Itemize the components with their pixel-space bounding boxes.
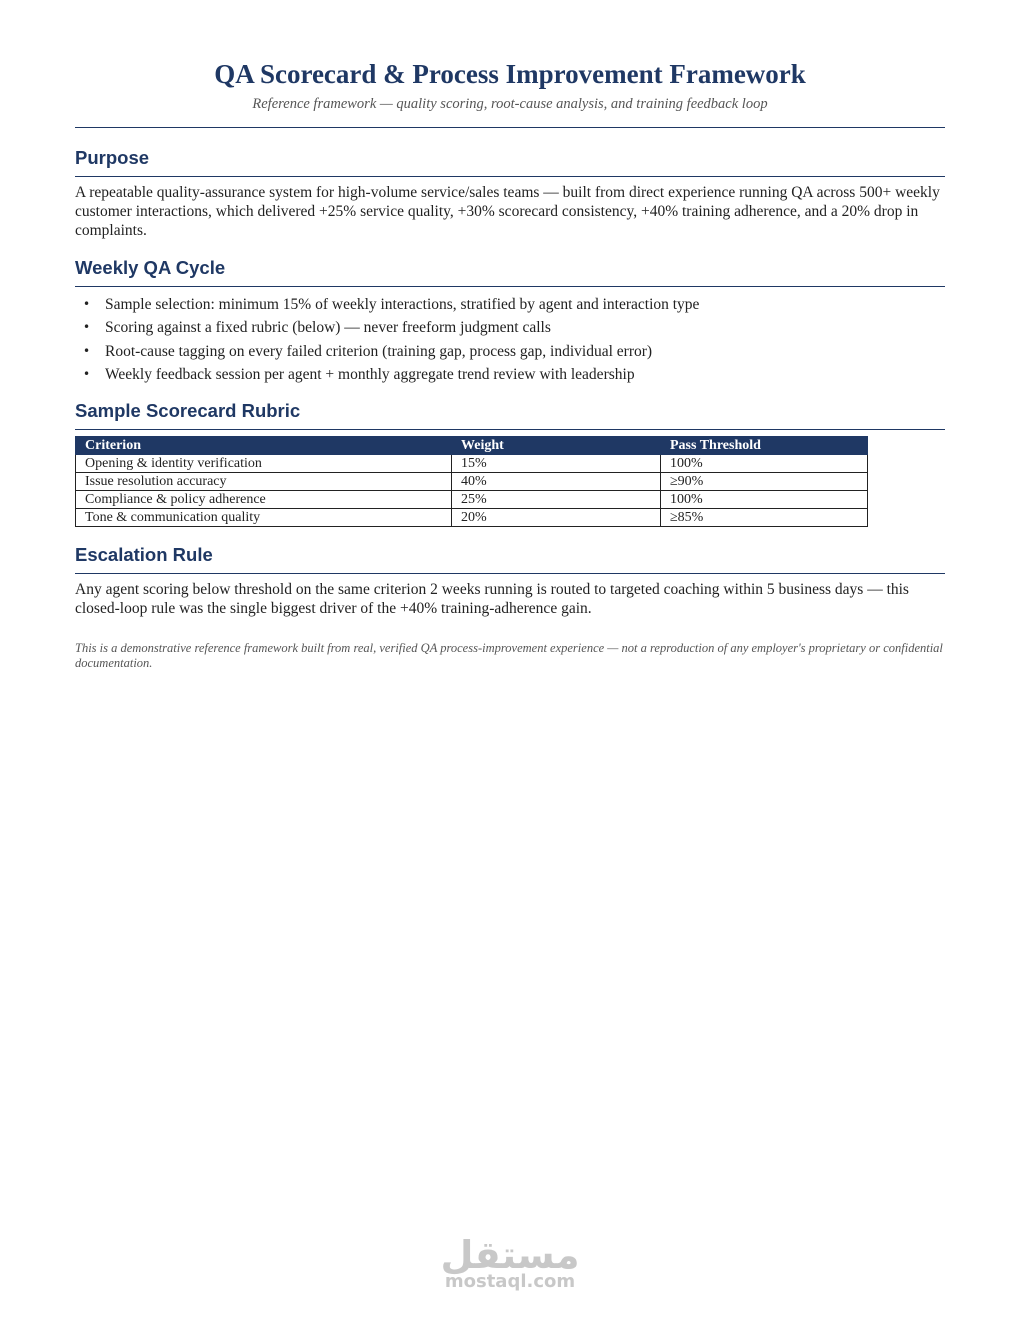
threshold-cell: 100% (661, 454, 868, 472)
list-item (75, 342, 945, 361)
criterion-cell: Issue resolution accuracy (76, 472, 452, 490)
document-page (75, 0, 945, 672)
bullet-icon: • (83, 343, 91, 358)
threshold-cell: ≥85% (661, 508, 868, 526)
escalation-section (75, 544, 945, 618)
column-header-weight: Weight (452, 436, 661, 454)
table-row (76, 508, 868, 526)
list-item-text: Scoring against a fixed rubric (below) — never freeform judgment calls (105, 319, 551, 337)
weekly-cycle-section (75, 257, 945, 384)
purpose-heading: Purpose (75, 147, 945, 177)
watermark-arabic-text: مستقل (440, 1233, 580, 1277)
rubric-table (75, 436, 868, 527)
bullet-icon: • (83, 320, 91, 335)
weekly-cycle-heading: Weekly QA Cycle (75, 257, 945, 287)
table-row (76, 472, 868, 490)
watermark-latin-text: mostaql.com (444, 1271, 576, 1292)
list-item-text: Weekly feedback session per agent + monthly aggregate trend review with leadership (105, 365, 635, 383)
table-row (76, 454, 868, 472)
list-item-text: Sample selection: minimum 15% of weekly interactions, stratified by agent and interaction type (105, 296, 700, 313)
weekly-cycle-list (75, 295, 945, 384)
disclaimer-footnote: This is a demonstrative reference framework built from real, verified QA process-improvement experience — not a reproduction of any employer's proprietary or confidential documentation. (75, 640, 943, 671)
table-header-row (76, 436, 868, 454)
weight-cell: 20% (452, 508, 661, 526)
escalation-heading: Escalation Rule (75, 544, 945, 574)
list-item-text: Root-cause tagging on every failed criterion (training gap, process gap, individual error) (105, 342, 653, 360)
weight-cell: 25% (452, 490, 661, 508)
column-header-criterion: Criterion (76, 436, 452, 454)
criterion-cell: Tone & communication quality (76, 508, 452, 526)
threshold-cell: ≥90% (661, 472, 868, 490)
bullet-icon: • (83, 297, 91, 311)
document-title: QA Scorecard & Process Improvement Framework (214, 59, 806, 89)
weight-cell: 40% (452, 472, 661, 490)
title-divider (75, 127, 945, 128)
list-item (75, 295, 945, 314)
mostaql-watermark-logo (0, 1232, 1020, 1292)
table-row (76, 490, 868, 508)
bullet-icon: • (83, 366, 91, 381)
criterion-cell: Opening & identity verification (76, 454, 452, 472)
rubric-heading: Sample Scorecard Rubric (75, 400, 945, 430)
rubric-section (75, 400, 945, 527)
escalation-text: Any agent scoring below threshold on the same criterion 2 weeks running is routed to targeted coaching within 5 business days — this closed-loop rule was the single biggest driver of the +40% training-adherence gain. (75, 580, 909, 617)
weight-cell: 15% (452, 454, 661, 472)
document-subtitle: Reference framework — quality scoring, root-cause analysis, and training feedback loop (252, 96, 768, 112)
list-item (75, 318, 945, 337)
purpose-section (75, 147, 945, 240)
purpose-text: A repeatable quality-assurance system for high-volume service/sales teams — built from direct experience running QA across 500+ weekly customer interactions, which delivered +25% service quality, +30% scorecard consistency, +40% training adherence, and a 20% drop in complaints. (75, 184, 940, 239)
list-item (75, 365, 945, 384)
column-header-pass-threshold: Pass Threshold (661, 436, 868, 454)
criterion-cell: Compliance & policy adherence (76, 490, 452, 508)
threshold-cell: 100% (661, 490, 868, 508)
